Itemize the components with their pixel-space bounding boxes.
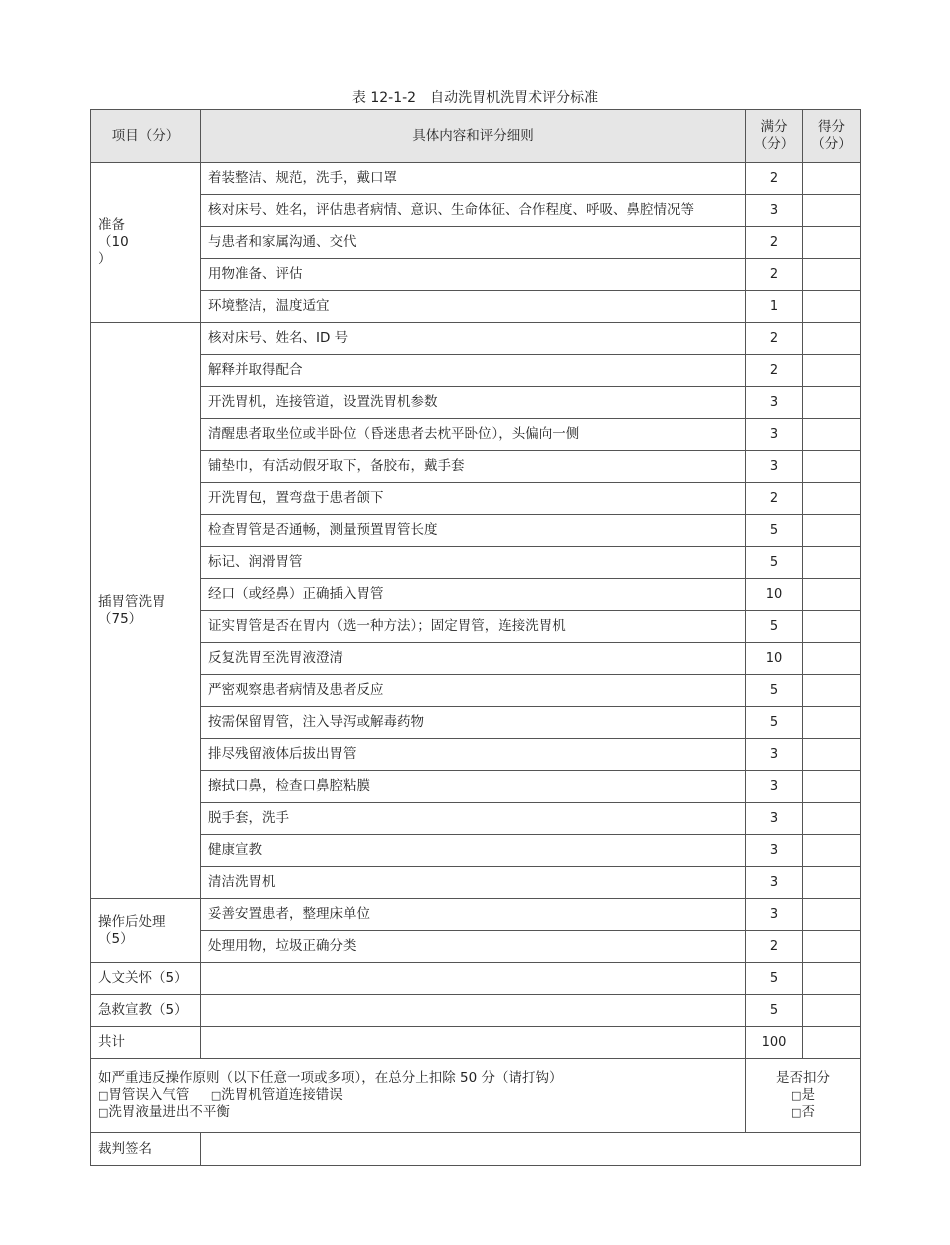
- full-score-value: 2: [746, 355, 803, 387]
- table-row: [91, 547, 861, 579]
- criterion-text: 经口（或经鼻）正确插入胃管: [201, 579, 746, 611]
- header-score-line2: （分）: [811, 136, 852, 152]
- criterion-text: [201, 995, 746, 1027]
- score-input-cell[interactable]: [803, 387, 861, 419]
- checkbox-icon[interactable]: □: [98, 1106, 109, 1119]
- header-item: 项目（分）: [91, 110, 201, 163]
- full-score-value: 3: [746, 835, 803, 867]
- signature-row: [91, 1133, 861, 1166]
- criterion-text: 标记、润滑胃管: [201, 547, 746, 579]
- table-body: [91, 163, 861, 1166]
- penalty-option-imbalance: 洗胃液量进出不平衡: [108, 1104, 230, 1120]
- deduct-cell: [746, 1059, 861, 1133]
- full-score-value: 5: [746, 547, 803, 579]
- table-row: [91, 195, 861, 227]
- full-score-value: 5: [746, 995, 803, 1027]
- score-input-cell[interactable]: [803, 547, 861, 579]
- score-input-cell[interactable]: [803, 899, 861, 931]
- penalty-option-airway: 胃管误入气管: [108, 1087, 190, 1103]
- group-label-line: 插胃管洗胃: [98, 593, 166, 610]
- full-score-value: 100: [746, 1027, 803, 1059]
- header-score: [803, 110, 861, 163]
- scoring-table: [90, 109, 861, 1166]
- full-score-value: 2: [746, 259, 803, 291]
- group-label-line: （5）: [98, 930, 134, 947]
- score-input-cell[interactable]: [803, 291, 861, 323]
- group-label-line: ）: [98, 251, 112, 267]
- group-label-line: 操作后处理: [98, 913, 166, 930]
- score-input-cell[interactable]: [803, 419, 861, 451]
- criterion-text: 反复洗胃至洗胃液澄清: [201, 643, 746, 675]
- criterion-text: 解释并取得配合: [201, 355, 746, 387]
- header-score-line1: 得分: [818, 119, 845, 135]
- table-row: [91, 611, 861, 643]
- full-score-value: 10: [746, 643, 803, 675]
- penalty-text: 如严重违反操作原则（以下任意一项或多项），在总分上扣除 50 分（请打钩）: [98, 1070, 563, 1086]
- criterion-text: 铺垫巾，有活动假牙取下，备胶布，戴手套: [201, 451, 746, 483]
- score-input-cell[interactable]: [803, 963, 861, 995]
- table-row: [91, 739, 861, 771]
- score-input-cell[interactable]: [803, 227, 861, 259]
- score-input-cell[interactable]: [803, 195, 861, 227]
- penalty-description: [91, 1059, 746, 1133]
- criterion-text: 清醒患者取坐位或半卧位（昏迷患者去枕平卧位），头偏向一侧: [201, 419, 746, 451]
- table-row: [91, 323, 861, 355]
- deduct-no: 否: [801, 1104, 815, 1120]
- full-score-value: 2: [746, 163, 803, 195]
- group-label: [91, 899, 201, 963]
- criterion-text: 开洗胃机，连接管道，设置洗胃机参数: [201, 387, 746, 419]
- criterion-text: 用物准备、评估: [201, 259, 746, 291]
- criterion-text: 严密观察患者病情及患者反应: [201, 675, 746, 707]
- criterion-text: 处理用物，垃圾正确分类: [201, 931, 746, 963]
- group-label: [91, 163, 201, 323]
- full-score-value: 5: [746, 675, 803, 707]
- table-row: [91, 931, 861, 963]
- full-score-value: 5: [746, 963, 803, 995]
- criterion-text: [201, 963, 746, 995]
- table-row: [91, 451, 861, 483]
- full-score-value: 3: [746, 867, 803, 899]
- full-score-value: 3: [746, 899, 803, 931]
- table-row: [91, 387, 861, 419]
- criterion-text: 核对床号、姓名，评估患者病情、意识、生命体征、合作程度、呼吸、鼻腔情况等: [201, 195, 746, 227]
- table-row: [91, 291, 861, 323]
- score-input-cell[interactable]: [803, 579, 861, 611]
- criterion-text: 着装整洁、规范，洗手，戴口罩: [201, 163, 746, 195]
- criterion-text: 排尽残留液体后拔出胃管: [201, 739, 746, 771]
- penalty-option-tubing: 洗胃机管道连接错误: [221, 1087, 343, 1103]
- full-score-value: 2: [746, 323, 803, 355]
- table-row: [91, 579, 861, 611]
- full-score-value: 2: [746, 227, 803, 259]
- criterion-text: 清洁洗胃机: [201, 867, 746, 899]
- criterion-text: 擦拭口鼻，检查口鼻腔粘膜: [201, 771, 746, 803]
- criterion-text: 证实胃管是否在胃内（选一种方法）；固定胃管，连接洗胃机: [201, 611, 746, 643]
- checkbox-icon[interactable]: □: [210, 1089, 222, 1102]
- row-label: 人文关怀（5）: [91, 963, 201, 995]
- table-row: [91, 419, 861, 451]
- table-row: [91, 163, 861, 195]
- full-score-value: 3: [746, 451, 803, 483]
- full-score-value: 5: [746, 515, 803, 547]
- score-input-cell[interactable]: [803, 995, 861, 1027]
- table-row: [91, 483, 861, 515]
- full-score-value: 3: [746, 195, 803, 227]
- score-input-cell[interactable]: [803, 931, 861, 963]
- deduct-label: 是否扣分: [776, 1070, 830, 1086]
- criterion-text: 妥善安置患者，整理床单位: [201, 899, 746, 931]
- criterion-text: [201, 1027, 746, 1059]
- score-input-cell[interactable]: [803, 643, 861, 675]
- table-row: [91, 355, 861, 387]
- criterion-text: 脱手套，洗手: [201, 803, 746, 835]
- checkbox-icon[interactable]: □: [791, 1089, 802, 1102]
- header-full-score: [746, 110, 803, 163]
- table-row: [91, 899, 861, 931]
- table-caption: 表 12-1-2 自动洗胃机洗胃术评分标准: [351, 90, 599, 106]
- full-score-value: 3: [746, 771, 803, 803]
- full-score-value: 10: [746, 579, 803, 611]
- row-label: 共计: [91, 1027, 201, 1059]
- header-full-score-line2: （分）: [753, 136, 795, 152]
- table-row: [91, 707, 861, 739]
- table-row: [91, 1027, 861, 1059]
- penalty-row: [91, 1059, 861, 1133]
- score-input-cell[interactable]: [803, 611, 861, 643]
- score-input-cell[interactable]: [803, 163, 861, 195]
- full-score-value: 3: [746, 803, 803, 835]
- full-score-value: 3: [746, 387, 803, 419]
- table-row: [91, 259, 861, 291]
- group-label-line: （75）: [98, 610, 143, 627]
- score-input-cell[interactable]: [803, 483, 861, 515]
- header-content: 具体内容和评分细则: [201, 110, 746, 163]
- full-score-value: 3: [746, 419, 803, 451]
- criterion-text: 与患者和家属沟通、交代: [201, 227, 746, 259]
- table-row: [91, 835, 861, 867]
- score-input-cell[interactable]: [803, 707, 861, 739]
- score-input-cell[interactable]: [803, 675, 861, 707]
- score-input-cell[interactable]: [803, 451, 861, 483]
- score-input-cell[interactable]: [803, 867, 861, 899]
- header-row: [91, 110, 861, 163]
- full-score-value: 1: [746, 291, 803, 323]
- score-input-cell[interactable]: [803, 259, 861, 291]
- criterion-text: 检查胃管是否通畅，测量预置胃管长度: [201, 515, 746, 547]
- table-row: [91, 867, 861, 899]
- criterion-text: 环境整洁，温度适宜: [201, 291, 746, 323]
- score-input-cell[interactable]: [803, 771, 861, 803]
- table-row: [91, 995, 861, 1027]
- score-input-cell[interactable]: [803, 803, 861, 835]
- criterion-text: 按需保留胃管，注入导泻或解毒药物: [201, 707, 746, 739]
- signature-label: 裁判签名: [91, 1133, 201, 1166]
- criterion-text: 开洗胃包，置弯盘于患者颌下: [201, 483, 746, 515]
- full-score-value: 3: [746, 739, 803, 771]
- signature-field[interactable]: [201, 1133, 861, 1166]
- score-input-cell[interactable]: [803, 739, 861, 771]
- checkbox-icon[interactable]: □: [791, 1106, 802, 1119]
- checkbox-icon[interactable]: □: [98, 1089, 109, 1102]
- group-label: [91, 323, 201, 899]
- table-row: [91, 771, 861, 803]
- full-score-value: 5: [746, 707, 803, 739]
- table-row: [91, 963, 861, 995]
- deduct-yes: 是: [801, 1087, 815, 1103]
- full-score-value: 2: [746, 483, 803, 515]
- group-label-line: 准备: [98, 217, 125, 233]
- table-row: [91, 227, 861, 259]
- table-row: [91, 803, 861, 835]
- score-input-cell[interactable]: [803, 1027, 861, 1059]
- score-input-cell[interactable]: [803, 355, 861, 387]
- full-score-value: 5: [746, 611, 803, 643]
- criterion-text: 核对床号、姓名、ID 号: [201, 323, 746, 355]
- table-row: [91, 675, 861, 707]
- table-row: [91, 515, 861, 547]
- score-input-cell[interactable]: [803, 835, 861, 867]
- criterion-text: 健康宣教: [201, 835, 746, 867]
- header-full-score-line1: 满分: [760, 119, 788, 135]
- full-score-value: 2: [746, 931, 803, 963]
- score-input-cell[interactable]: [803, 515, 861, 547]
- table-row: [91, 643, 861, 675]
- score-input-cell[interactable]: [803, 323, 861, 355]
- group-label-line: （10: [98, 234, 129, 250]
- row-label: 急救宣教（5）: [91, 995, 201, 1027]
